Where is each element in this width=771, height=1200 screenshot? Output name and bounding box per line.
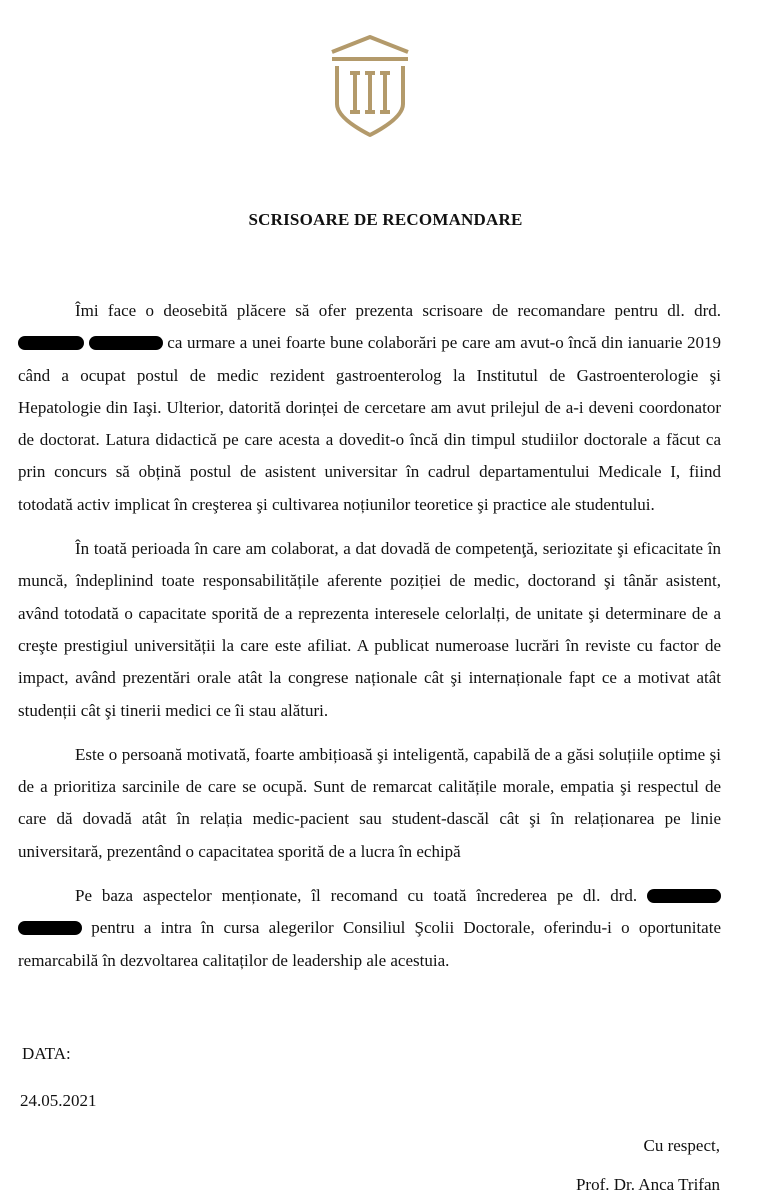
date-value: 24.05.2021 — [20, 1091, 97, 1110]
date-label: DATA: — [22, 1044, 71, 1063]
redacted-first-name — [18, 336, 84, 350]
redacted-last-name — [89, 336, 163, 350]
paragraph-introduction — [18, 295, 721, 521]
institution-crest-icon — [328, 32, 412, 140]
paragraph-qualities: Este o persoană motivată, foarte ambițioasă şi inteligentă, capabilă de a găsi soluțiile optime şi de a prioritiza sarcinile de care se ocupă. Sunt de remarcat calitățile morale, empatia şi respectul de care dă dovadă atât în relația medic-pacient sau student-dascăl cât şi în relaționarea pe linie universitară, prezentând o capacitatea sporită de a lucra în echipă — [18, 744, 721, 861]
redacted-last-name — [18, 921, 82, 935]
redacted-first-name — [647, 889, 721, 903]
paragraph-text: Pe baza aspectelor menționate, îl recomand cu toată încrederea pe dl. drd. — [75, 886, 638, 906]
paragraph-text: ca urmare a unei foarte bune colaborări pe care am avut-o încă din ianuarie 2019 când a ocupat postul de medic rezident gastroenterolog la Institutul de Gastroenterologie şi Hepatologie din Iaşi. Ulterior, datorită dorinței de cercetare am avut prilejul de a-i deveni coordonator de doctorat. Latura didactică pe care acesta a dovedit-o încă din timpul studiilor doctorale a făcut ca prin concurs să obțină postul de asistent universitar în cadrul departamentului Medicale I, fiind totodată activ implicat în creşterea şi cultivarea noțiunilor teoretice şi practice ale studentului. — [18, 333, 722, 514]
paragraph-recommendation — [18, 880, 721, 977]
paragraph-text: Îmi face o deosebită plăcere să ofer prezenta scrisoare de recomandare pentru dl. drd. — [75, 301, 721, 320]
signature-name: Prof. Dr. Anca Trifan — [575, 1175, 720, 1194]
paragraph-collaboration: În toată perioada în care am colaborat, a dat dovadă de competenţă, seriozitate şi eficacitate în muncă, îndeplinind toate responsabilitățile aferente poziției de medic, doctorand şi tânăr asistent, având totodată o capacitate sporită de a reprezenta interesele celorlalți, de unitate şi determinare de a creşte prestigiul universității la care este afiliat. A publicat numeroase lucrări în reviste cu factor de impact, având prezentări orale atât la congrese naționale cât şi internaționale fapt ce a motivat atât studenții cât şi tinerii medici ce îi stau alături. — [18, 539, 721, 720]
closing-salutation: Cu respect, — [643, 1136, 720, 1155]
paragraph-text: pentru a intra în cursa alegerilor Consiliul Şcolii Doctorale, oferindu-i o oportunitate remarcabilă în dezvoltarea calitaților de leadership ale acestuia. — [18, 918, 721, 970]
letter-body — [18, 295, 721, 977]
letter-title: SCRISOARE DE RECOMANDARE — [248, 210, 523, 229]
